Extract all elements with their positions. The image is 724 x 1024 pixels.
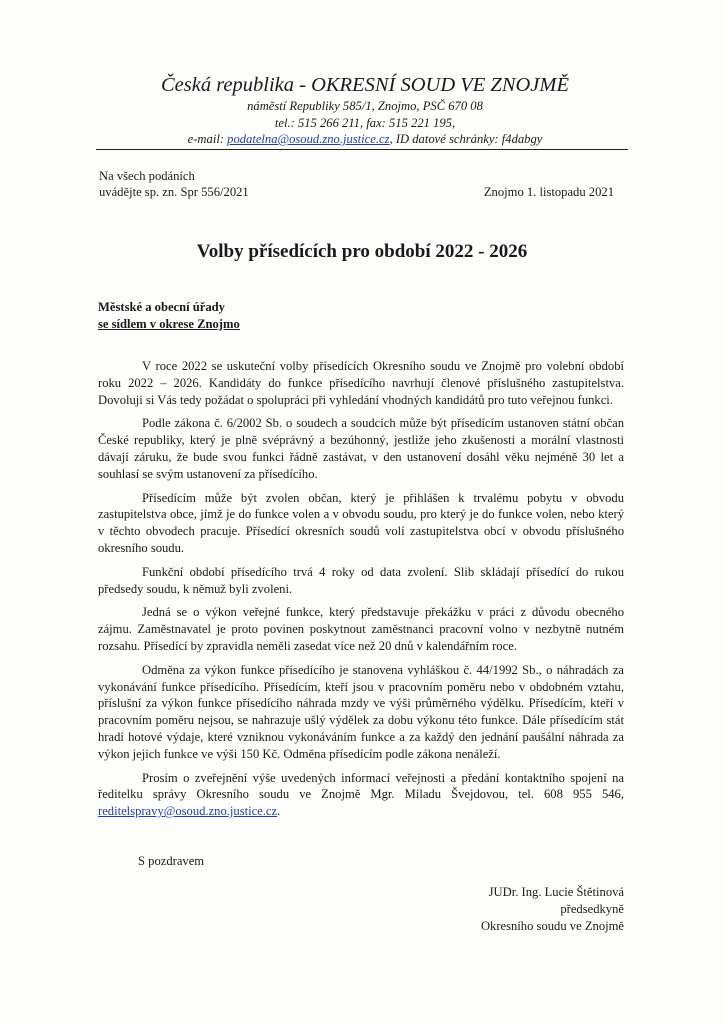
letter-body [98,358,624,827]
court-title: Česká republika - OKRESNÍ SOUD VE ZNOJMĚ [160,74,570,96]
reference-block [99,168,249,200]
closing-suffix: . [277,804,281,819]
court-address: náměstí Republiky 585/1, Znojmo, PSČ 670 08 [247,99,483,113]
administrator-email-link[interactable]: reditelspravy@osoud.zno.justice.cz [98,804,278,819]
closing-text: Prosím o zveřejnění výše uvedených informací veřejnosti a předání kontaktního spojení na ředitelku správy Okresního soudu ve Znojmě Mgr. Miladu Švejdovou, tel. 608 955 546, [98,770,624,802]
greeting: S pozdravem [138,854,205,868]
reference-line-2: uvádějte sp. zn. Spr 556/2021 [99,185,249,199]
letter-date: Znojmo 1. listopadu 2021 [483,185,614,199]
letterhead [95,72,635,148]
body-paragraph: Podle zákona č. 6/2002 Sb. o soudech a soudcích může být přísedícím ustanoven státní občan České republiky, který je plně svéprávný a bezúhonný, jestliže jeho zkušenosti a morální vlastnosti dávají záruku, že bude svou funkci řádně zastávat, v den ustanovení dosáhl věku nejméně 30 let a souhlasí se svým ustanovení za přísedícího. [98,416,624,481]
addressee-block [98,299,240,332]
court-phone-fax: tel.: 515 266 211, fax: 515 221 195, [274,115,456,130]
body-paragraph: Funkční období přísedícího trvá 4 roky od data zvolení. Slib skládají přísedící do rukou předsedy soudu, k němuž byli zvoleni. [98,564,624,596]
body-paragraph: Jedná se o výkon veřejné funkce, který představuje překážku v práci z důvodu obecného zájmu. Zaměstnavatel je proto povinen poskytnout zaměstnanci pracovní volno v nezbytně nutném rozsahu. Přísedící by zpravidla neměli zasedat více než 20 dnů v kalendářním roce. [98,605,624,653]
reference-line-1: Na všech podáních [99,169,195,183]
court-email-link[interactable]: podatelna@osoud.zno.justice.cz [227,132,390,146]
signatory-name: JUDr. Ing. Lucie Štětinová [488,885,624,899]
databox-id: , ID datové schránky: f4dabgy [389,132,543,146]
addressee-line-1: Městské a obecní úřady [98,300,225,314]
document-title: Volby přísedících pro období 2022 - 2026 [196,241,528,262]
body-paragraph: Přísedícím může být zvolen občan, který je přihlášen k trvalému pobytu v obvodu zastupitelstva obce, jímž je do funkce volen a v obvodu soudu, pro který je do funkce volen, nebo který v těchto obvodech pracuje. Přísedící okresních soudů volí zastupitelstva obcí v obvodu příslušného okresního soudu. [98,490,624,555]
court-contact-line [95,131,635,148]
body-paragraph: V roce 2022 se uskuteční volby přísedících Okresního soudu ve Znojmě pro volební období roku 2022 – 2026. Kandidáty do funkce přísedícího navrhují členové příslušného zastupitelstva. Dovoluji si Vás tedy požádat o spolupráci při vyhledání vhodných kandidátů pro tuto veřejnou funkci. [98,359,624,407]
body-paragraph: Odměna za výkon funkce přísedícího je stanovena vyhláškou č. 44/1992 Sb., o náhradách za vykonávání funkce přísedícího. Přísedícím, kteří jsou v pracovním poměru nebo v obdobném vztahu, příslušní za výkon funkce přísedícího náhrada mzdy ve výši průměrného výdělku. Přísedícím, kteří v pracovním poměru nejsou, se nahrazuje ušlý výdělek za dobu výkonu této funkce. Dále přísedícím stát hradí hotové výdaje, které vzniknou vykonáváním funkce a za každý den jednání paušální náhrada za výkon jejich funkce ve výši 150 Kč. Odměna přísedícím podle zákona nenáleží. [98,662,624,761]
addressee-line-2: se sídlem v okrese Znojmo [98,316,240,331]
signatory-court: Okresního soudu ve Znojmě [480,919,624,933]
closing-paragraph [98,770,624,820]
signature-block [481,884,624,935]
signatory-role: předsedkyně [560,902,624,916]
header-divider [96,149,628,150]
email-label: e-mail: [187,132,228,146]
